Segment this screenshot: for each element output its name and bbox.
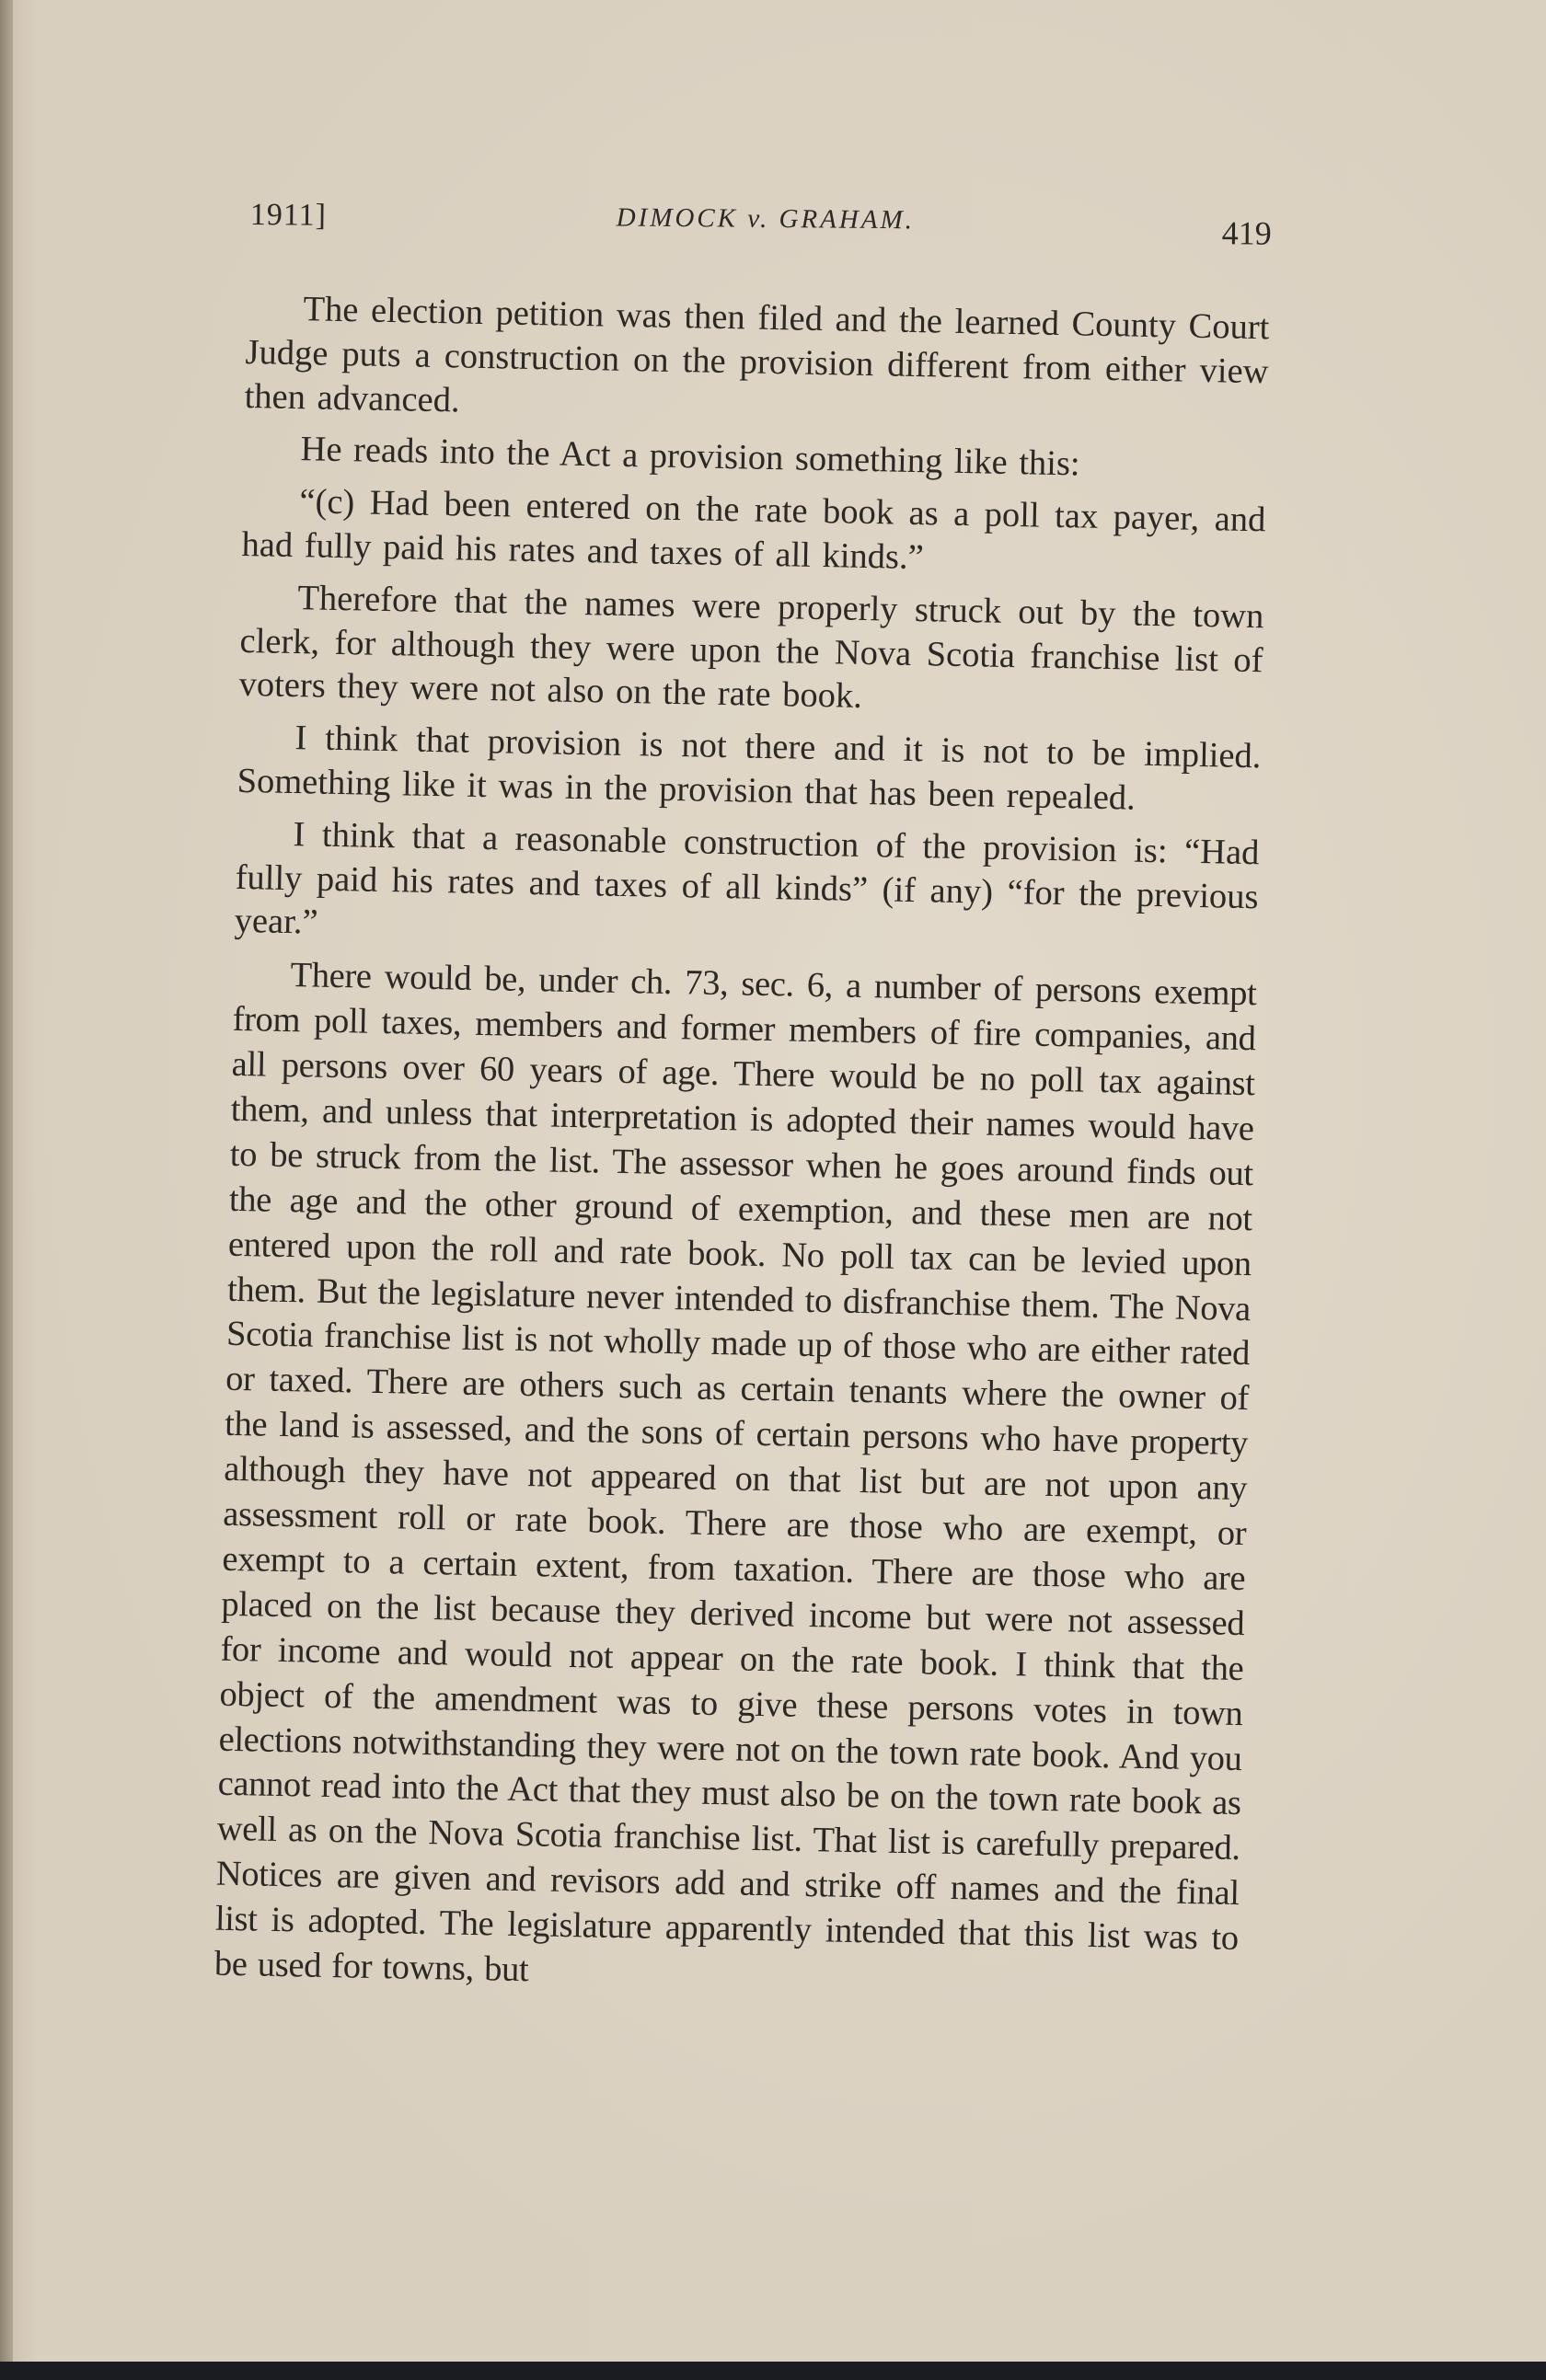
header-year: 1911]	[249, 198, 328, 233]
page-number: 419	[1221, 214, 1272, 252]
paragraph: Therefore that the names were properly struck out by the town clerk, for although they were upon the Nova Scotia franchise list of voters they were not also on the rate book.	[238, 578, 1264, 717]
page-gutter	[0, 0, 13, 2380]
header-case-title: DIMOCK v. GRAHAM.	[616, 202, 916, 236]
page-bottom-edge	[0, 2362, 1546, 2380]
paragraph: The election petition was then filed and the learned County Court Judge puts a construction on the provision different from either view then advanced.	[244, 290, 1270, 420]
paragraph: “(c) Had been entered on the rate book as a poll tax payer, and had fully paid his rates and taxes of all kinds.”	[241, 482, 1266, 578]
running-header	[250, 198, 1272, 253]
page-body	[213, 287, 1269, 2015]
paragraph: I think that a reasonable construction of the provision is: “Had fully paid his rates and taxes of all kinds” (if any) “for the previous year.”	[234, 814, 1260, 942]
paragraph: He reads into the Act a provision something like this:	[300, 430, 1081, 484]
paragraph: There would be, under ch. 73, sec. 6, a number of persons exempt from poll taxes, members and former members of fire companies, and all persons over 60 years of age. There would be no poll tax against them, and unless that interpretation is adopted their names would have to be struck from the list. The assessor when he goes around finds out the age and the other ground of exemption, and these men are not entered upon the roll and rate book. No poll tax can be levied upon them. But the legislature never intended to disfranchise them. The Nova Scotia franchise list is not wholly made up of those who are either rated or taxed. There are others such as certain tenants where the owner of the land is assessed, and the sons of certain persons who have property although they have not appeared on that list but are not upon any assessment roll or rate book. There are those who are exempt, or exempt to a certain extent, from taxation. There are those who are placed on the list because they derived income but were not assessed for income and would not appear on the rate book. I think that the object of the amendment was to give these persons votes in town elections notwithstanding they were not on the town rate book. And you cannot read into the Act that they must also be on the town rate book as well as on the Nova Scotia franchise list. That list is carefully prepared. Notices are given and revisors add and strike off names and the final list is adopted. The legislature apparently intended that this list was to be used for towns, but	[213, 956, 1257, 1990]
paragraph: I think that provision is not there and it is not to be implied. Something like it was in the provision that has been repealed.	[237, 719, 1262, 818]
